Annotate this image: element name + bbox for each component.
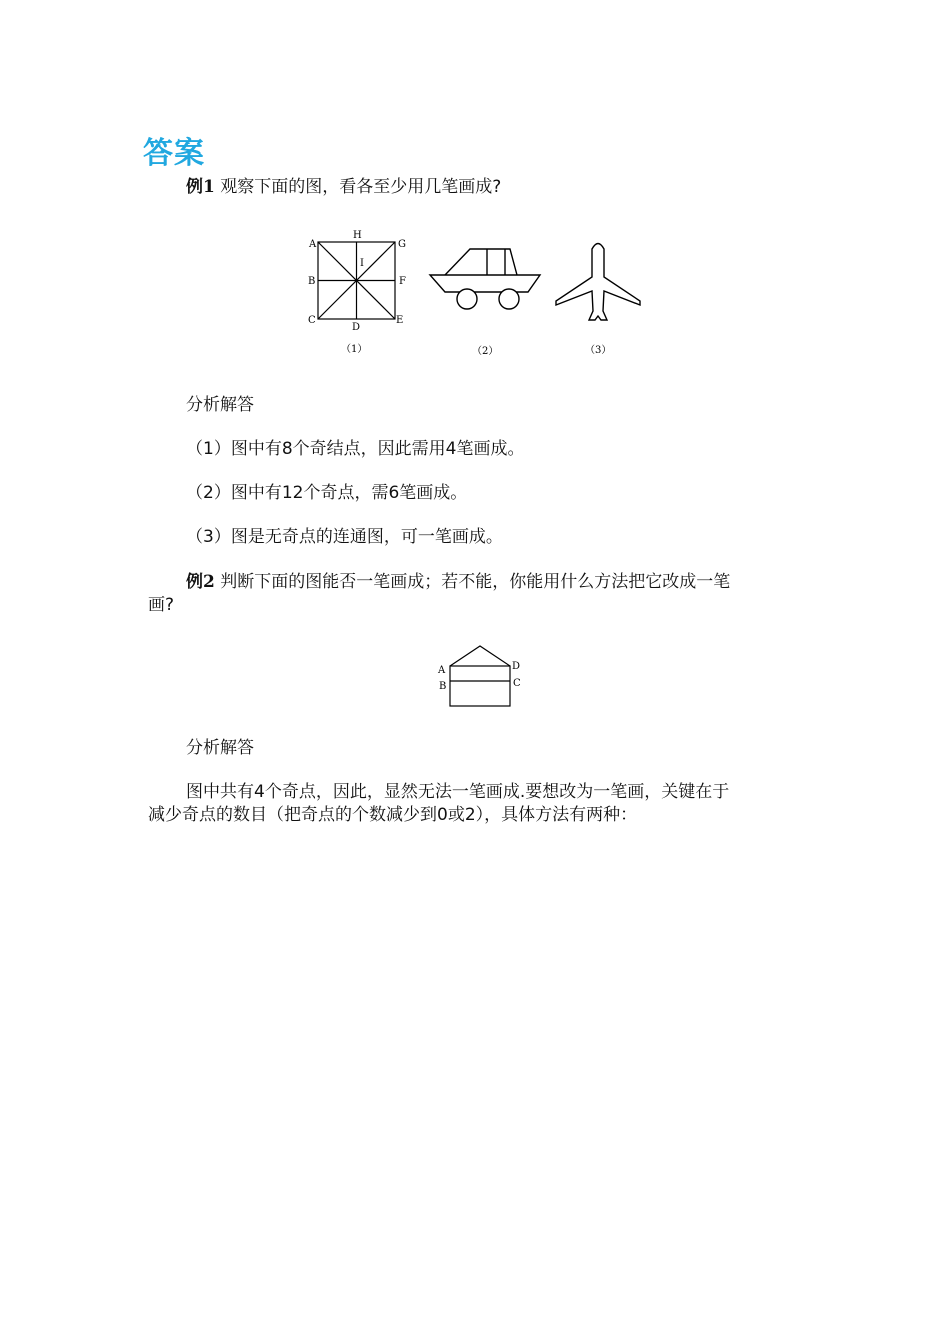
example2-question-line <box>186 571 730 593</box>
airplane-figure <box>556 244 640 321</box>
example2-answer-line2: 减少奇点的数目（把奇点的个数减少到0或2），具体方法有两种： <box>148 805 638 825</box>
page-title: 答案 <box>143 136 205 171</box>
label-e: E <box>396 315 404 326</box>
house-body <box>450 666 510 706</box>
car-roof <box>445 249 517 275</box>
label-b: B <box>308 276 316 287</box>
example1-answer-1: （1）图中有8个奇结点，因此需用4笔画成。 <box>186 439 525 459</box>
car-wheel <box>499 289 519 309</box>
square-figure <box>318 242 395 319</box>
label-f: F <box>399 276 406 287</box>
example2-question-line2: 画? <box>148 595 175 615</box>
example2-analysis-heading: 分析解答 <box>186 738 254 758</box>
car-figure <box>430 249 540 309</box>
label-h: H <box>353 230 362 241</box>
car-body <box>430 275 540 292</box>
label-c: C <box>308 315 316 326</box>
example1-analysis-heading: 分析解答 <box>186 395 254 415</box>
example1-question: 观察下面的图，看各至少用几笔画成? <box>220 177 502 197</box>
example1-figures <box>300 225 650 360</box>
airplane-outline <box>556 244 640 321</box>
label-d: D <box>352 322 361 333</box>
label-a: A <box>438 665 446 676</box>
car-wheel <box>457 289 477 309</box>
example1-answer-2: （2）图中有12个奇点，需6笔画成。 <box>186 483 468 503</box>
example1-label: 例1 <box>186 177 215 197</box>
caption-1: （1） <box>341 344 368 355</box>
house-figure <box>430 640 530 712</box>
label-i: I <box>360 258 364 269</box>
example1-answer-3: （3）图是无奇点的连通图，可一笔画成。 <box>186 527 503 547</box>
house-roof <box>450 646 510 666</box>
label-a: A <box>309 239 317 250</box>
label-d: D <box>512 661 521 672</box>
example2-question-line1: 判断下面的图能否一笔画成；若不能，你能用什么方法把它改成一笔 <box>220 572 731 592</box>
example2-label: 例2 <box>186 572 215 592</box>
label-b: B <box>439 681 447 692</box>
example2-answer-line1: 图中共有4个奇点，因此，显然无法一笔画成.要想改为一笔画，关键在于 <box>186 782 730 802</box>
label-g: G <box>398 239 406 250</box>
caption-2: （2） <box>472 346 499 357</box>
example1-question-line <box>186 176 501 198</box>
label-c: C <box>513 678 521 689</box>
caption-3: （3） <box>585 345 612 356</box>
